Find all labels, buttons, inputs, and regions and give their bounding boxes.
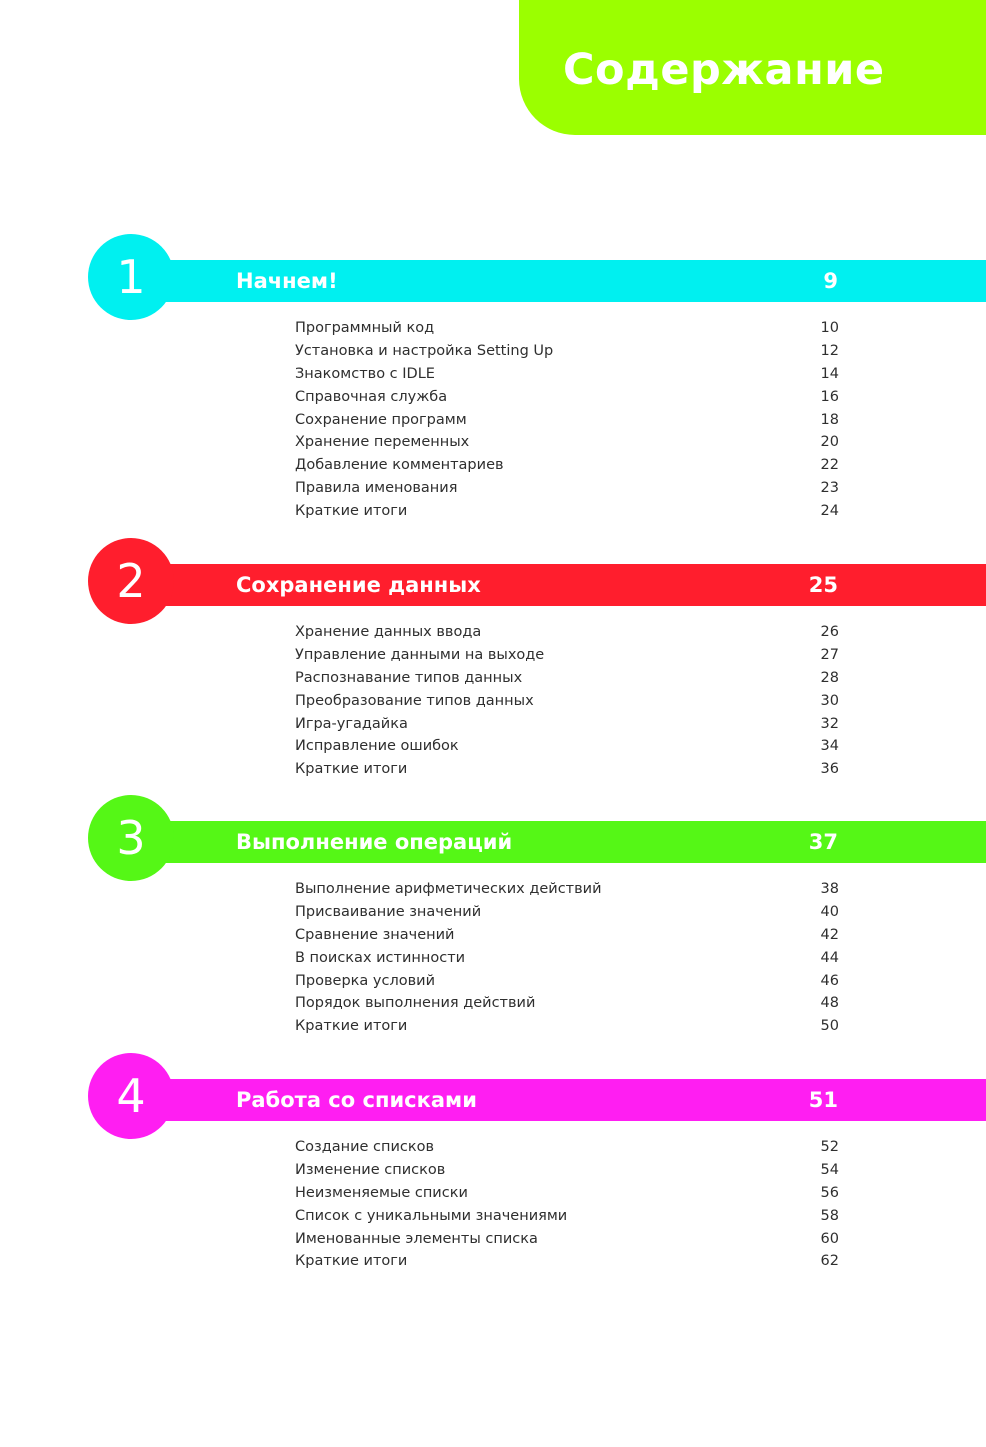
- section-title: Краткие итоги: [295, 1018, 408, 1035]
- section-page-number: 22: [820, 457, 839, 474]
- section-page-number: 44: [820, 949, 839, 966]
- chapter-page-number: 51: [808, 1088, 838, 1112]
- section-item[interactable]: [295, 878, 839, 901]
- section-item[interactable]: [295, 667, 839, 690]
- chapter-page-number: 37: [808, 830, 838, 854]
- section-list: [295, 621, 839, 781]
- section-item[interactable]: [295, 621, 839, 644]
- chapter-title[interactable]: Выполнение операций: [236, 830, 513, 854]
- section-page-number: 48: [820, 995, 839, 1012]
- section-title: Хранение переменных: [295, 434, 470, 451]
- section-page-number: 16: [820, 388, 839, 405]
- section-title: Изменение списков: [295, 1161, 446, 1178]
- section-title: Игра-угадайка: [295, 715, 408, 732]
- section-title: Сравнение значений: [295, 926, 455, 943]
- section-page-number: 38: [820, 881, 839, 897]
- section-title: Выполнение арифметических действий: [295, 881, 602, 897]
- chapter-3: [0, 795, 986, 1085]
- section-title: Распознавание типов данных: [295, 669, 523, 686]
- section-title: Присваивание значений: [295, 903, 482, 920]
- section-list: [295, 317, 839, 523]
- section-item[interactable]: [295, 386, 839, 409]
- section-page-number: 26: [820, 624, 839, 640]
- chapter-number: 3: [116, 811, 146, 865]
- section-item[interactable]: [295, 1250, 839, 1273]
- section-page-number: 12: [820, 342, 839, 359]
- section-title: Программный код: [295, 320, 435, 336]
- section-title: Порядок выполнения действий: [295, 995, 536, 1012]
- section-title: Неизменяемые списки: [295, 1184, 468, 1201]
- chapter-2: [0, 538, 986, 828]
- section-item[interactable]: [295, 477, 839, 500]
- section-item[interactable]: [295, 947, 839, 970]
- section-page-number: 54: [820, 1161, 839, 1178]
- section-item[interactable]: [295, 644, 839, 667]
- chapter-title[interactable]: Сохранение данных: [236, 573, 481, 597]
- section-page-number: 36: [820, 761, 839, 778]
- section-item[interactable]: [295, 1182, 839, 1205]
- section-page-number: 42: [820, 926, 839, 943]
- section-item[interactable]: [295, 970, 839, 993]
- section-title: Создание списков: [295, 1139, 435, 1155]
- section-page-number: 58: [820, 1207, 839, 1224]
- section-title: Краткие итоги: [295, 503, 408, 520]
- section-page-number: 40: [820, 903, 839, 920]
- section-item[interactable]: [295, 735, 839, 758]
- section-title: В поисках истинности: [295, 949, 466, 966]
- section-page-number: 56: [820, 1184, 839, 1201]
- section-title: Краткие итоги: [295, 1253, 408, 1270]
- section-title: Проверка условий: [295, 972, 435, 989]
- section-page-number: 10: [820, 320, 839, 336]
- section-title: Управление данными на выходе: [295, 646, 545, 663]
- section-item[interactable]: [295, 901, 839, 924]
- section-page-number: 30: [820, 692, 839, 709]
- chapter-title[interactable]: Работа со списками: [236, 1088, 477, 1112]
- title-tab: [519, 0, 986, 135]
- section-page-number: 24: [820, 503, 839, 520]
- section-page-number: 20: [820, 434, 839, 451]
- section-title: Хранение данных ввода: [295, 624, 482, 640]
- chapter-number: 2: [116, 554, 146, 608]
- section-title: Преобразование типов данных: [295, 692, 534, 709]
- section-item[interactable]: [295, 992, 839, 1015]
- section-title: Сохранение программ: [295, 411, 467, 428]
- section-item[interactable]: [295, 340, 839, 363]
- section-page-number: 18: [820, 411, 839, 428]
- section-title: Установка и настройка Setting Up: [295, 342, 554, 359]
- section-item[interactable]: [295, 1159, 839, 1182]
- section-item[interactable]: [295, 409, 839, 432]
- page-title: Содержание: [563, 45, 885, 95]
- section-item[interactable]: [295, 1205, 839, 1228]
- section-title: Краткие итоги: [295, 761, 408, 778]
- section-title: Добавление комментариев: [295, 457, 504, 474]
- section-title: Список с уникальными значениями: [295, 1207, 568, 1224]
- section-title: Исправление ошибок: [295, 738, 459, 755]
- chapter-number: 4: [116, 1069, 146, 1123]
- section-item[interactable]: [295, 1015, 839, 1038]
- chapter-number: 1: [116, 250, 146, 304]
- section-page-number: 62: [820, 1253, 839, 1270]
- section-page-number: 27: [820, 646, 839, 663]
- section-page-number: 14: [820, 365, 839, 382]
- section-title: Знакомство с IDLE: [295, 365, 435, 382]
- section-page-number: 50: [820, 1018, 839, 1035]
- section-item[interactable]: [295, 317, 839, 340]
- section-item[interactable]: [295, 500, 839, 523]
- section-page-number: 28: [820, 669, 839, 686]
- section-list: [295, 1136, 839, 1273]
- section-page-number: 32: [820, 715, 839, 732]
- section-item[interactable]: [295, 1136, 839, 1159]
- section-item[interactable]: [295, 1228, 839, 1251]
- chapter-page-number: 25: [808, 573, 838, 597]
- section-title: Именованные элементы списка: [295, 1230, 538, 1247]
- section-item[interactable]: [295, 758, 839, 781]
- section-page-number: 23: [820, 480, 839, 497]
- section-page-number: 52: [820, 1139, 839, 1155]
- section-item[interactable]: [295, 924, 839, 947]
- section-item[interactable]: [295, 690, 839, 713]
- section-item[interactable]: [295, 431, 839, 454]
- section-title: Правила именования: [295, 480, 458, 497]
- section-list: [295, 878, 839, 1038]
- chapter-title[interactable]: Начнем!: [236, 269, 338, 293]
- chapter-page-number: 9: [823, 269, 838, 293]
- section-page-number: 60: [820, 1230, 839, 1247]
- chapter-1: [0, 234, 986, 524]
- chapter-4: [0, 1053, 986, 1343]
- section-item[interactable]: [295, 713, 839, 736]
- section-title: Справочная служба: [295, 388, 448, 405]
- section-item[interactable]: [295, 454, 839, 477]
- section-item[interactable]: [295, 363, 839, 386]
- section-page-number: 46: [820, 972, 839, 989]
- section-page-number: 34: [820, 738, 839, 755]
